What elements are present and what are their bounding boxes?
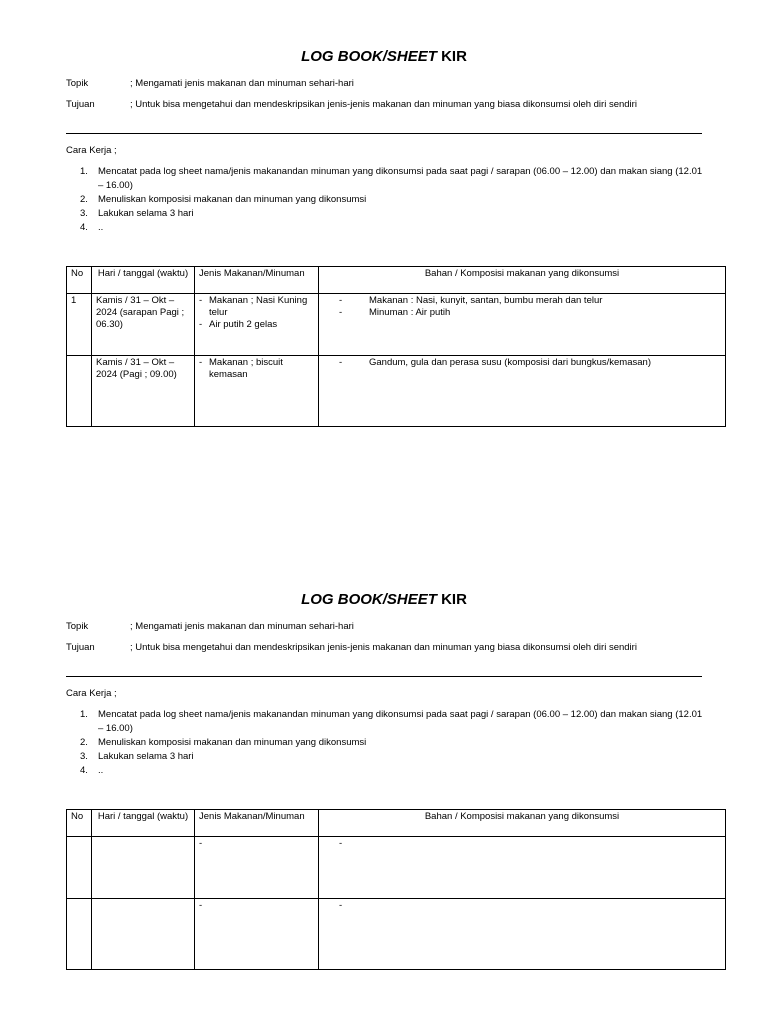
cell-hari: Kamis / 31 – Okt – 2024 (sarapan Pagi ; 06.30) [92,294,195,356]
cell-hari [92,899,195,970]
step-item: 1. Mencatat pada log sheet nama/jenis makanandan minuman yang dikonsumsi pada saat pagi / sarapan (06.00 – 12.00) dan makan siang (12.01 – 16.00) [80,166,703,191]
cell-no [67,837,92,899]
step-item: 2. Menuliskan komposisi makanan dan minuman yang dikonsumsi [80,737,367,748]
list-item: - Minuman : Air putih [339,307,451,318]
log-table [66,809,726,970]
cell-bahan [319,356,726,427]
col-header-no: No [67,267,92,294]
table-row [67,837,726,899]
topik-label: Topik [66,621,89,632]
list-item: - Air putih 2 gelas [199,319,278,330]
step-item: 2. Menuliskan komposisi makanan dan minuman yang dikonsumsi [80,194,367,205]
cara-kerja-steps [80,708,710,778]
page-title: LOG BOOK/SHEET KIR [301,591,467,608]
tujuan-label: Tujuan [66,99,95,110]
col-header-bahan: Bahan / Komposisi makanan yang dikonsumsi [319,810,726,837]
cell-hari [92,837,195,899]
list-item: - Makanan ; Nasi Kuning telur [199,295,308,318]
step-item: 3. Lakukan selama 3 hari [80,208,194,219]
table-row [67,356,726,427]
cell-jenis: - [195,837,319,899]
table-header-row [67,267,726,294]
table-header-row [67,810,726,837]
list-item: - Gandum, gula dan perasa susu (komposisi dari bungkus/kemasan) [339,357,651,368]
step-item: 4. .. [80,765,104,776]
divider [66,676,702,677]
log-table [66,266,726,427]
col-header-bahan: Bahan / Komposisi makanan yang dikonsumsi [319,267,726,294]
step-item: 3. Lakukan selama 3 hari [80,751,194,762]
cell-jenis: - [195,899,319,970]
cara-kerja-steps [80,165,710,235]
col-header-jenis: Jenis Makanan/Minuman [195,810,319,837]
step-item: 1. Mencatat pada log sheet nama/jenis makanandan minuman yang dikonsumsi pada saat pagi / sarapan (06.00 – 12.00) dan makan siang (12.01 – 16.00) [80,709,703,734]
cell-no [67,356,92,427]
topik-label: Topik [66,78,89,89]
cara-kerja-label: Cara Kerja ; [66,688,117,699]
cell-no: 1 [67,294,92,356]
col-header-jenis: Jenis Makanan/Minuman [195,267,319,294]
cell-bahan [319,294,726,356]
col-header-hari: Hari / tanggal (waktu) [92,267,195,294]
list-item: - Makanan : Nasi, kunyit, santan, bumbu merah dan telur [339,295,603,306]
cell-bahan: - [319,837,726,899]
divider [66,133,702,134]
tujuan-value: ; Untuk bisa mengetahui dan mendeskripsikan jenis-jenis makanan dan minuman yang biasa dikonsumsi oleh diri sendiri [130,642,637,653]
cell-hari: Kamis / 31 – Okt – 2024 (Pagi ; 09.00) [92,356,195,427]
cell-jenis [195,294,319,356]
col-header-no: No [67,810,92,837]
list-item: - Makanan ; biscuit kemasan [199,357,283,380]
tujuan-value: ; Untuk bisa mengetahui dan mendeskripsikan jenis-jenis makanan dan minuman yang biasa dikonsumsi oleh diri sendiri [130,99,637,110]
cell-no [67,899,92,970]
col-header-hari: Hari / tanggal (waktu) [92,810,195,837]
page-title: LOG BOOK/SHEET KIR [301,48,467,65]
step-item: 4. .. [80,222,104,233]
cell-bahan: - [319,899,726,970]
topik-value: ; Mengamati jenis makanan dan minuman sehari-hari [130,78,354,89]
table-row [67,899,726,970]
topik-value: ; Mengamati jenis makanan dan minuman sehari-hari [130,621,354,632]
table-row [67,294,726,356]
cell-jenis [195,356,319,427]
cara-kerja-label: Cara Kerja ; [66,145,117,156]
tujuan-label: Tujuan [66,642,95,653]
